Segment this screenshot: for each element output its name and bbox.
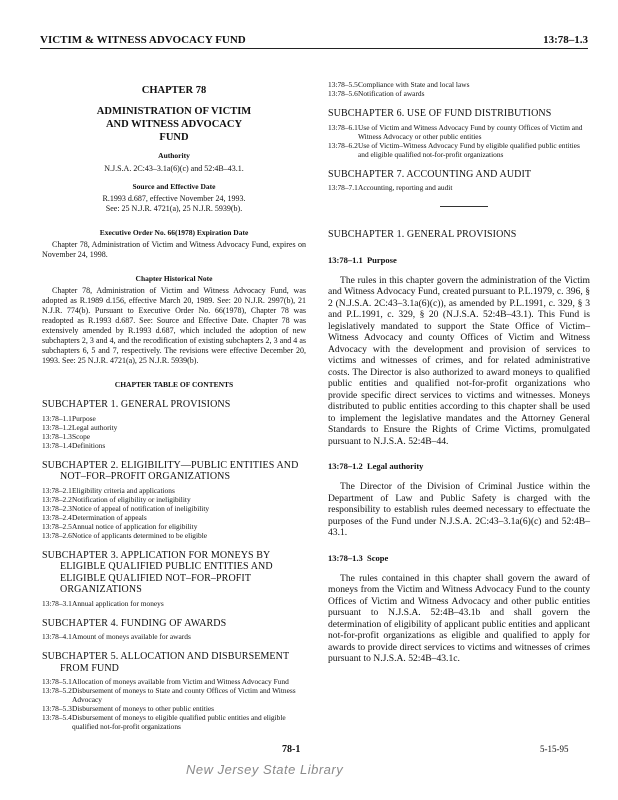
section-1-2-title: Legal authority	[366, 461, 424, 471]
toc-entry-number: 13:78–2.1	[42, 485, 72, 495]
toc-subchapter-2: SUBCHAPTER 2. ELIGIBILITY—PUBLIC ENTITIES AND NOT–FOR–PROFIT ORGANIZATIONS	[42, 459, 299, 482]
revision-date: 5-15-95	[540, 744, 569, 754]
toc-subchapter-5: SUBCHAPTER 5. ALLOCATION AND DISBURSEMENT FROM FUND	[42, 651, 289, 674]
toc-entry	[42, 686, 306, 704]
toc-entry	[42, 495, 306, 504]
toc-entry-title: Notice of appeal of notification of ineligibility	[72, 503, 210, 513]
toc-entry-title: Annual notice of application for eligibility	[72, 521, 198, 531]
toc-entry	[328, 80, 590, 89]
toc-entry-number: 13:78–2.2	[42, 494, 72, 504]
toc-entry-title: Scope	[72, 431, 91, 441]
toc-entry-title: Disbursement of moneys to other public entities	[72, 704, 215, 713]
header-title: VICTIM & WITNESS ADVOCACY FUND	[40, 34, 246, 46]
toc-entry-title: Annual application for moneys	[72, 598, 164, 608]
page-number: 78-1	[282, 744, 301, 755]
executive-order-heading: Executive Order No. 66(1978) Expiration Date	[99, 228, 249, 237]
toc-entry	[328, 141, 590, 159]
section-1-3-title: Scope	[366, 552, 389, 563]
toc-entry-number: 13:78–5.5	[328, 80, 358, 89]
toc-entry-title: Compliance with State and local laws	[358, 80, 470, 89]
section-1-3-heading	[328, 553, 590, 563]
toc-entry-title: Notification of awards	[358, 89, 425, 98]
toc-entry-number: 13:78–3.1	[42, 598, 72, 608]
toc-entry-title: Notice of applicants determined to be eligible	[72, 530, 208, 540]
toc-list-sc5-cont	[328, 80, 590, 98]
toc-entry-title: Amount of moneys available for awards	[72, 632, 191, 641]
toc-entry-number: 13:78–2.6	[42, 530, 72, 540]
toc-entry-number: 13:78–2.3	[42, 503, 72, 513]
toc-entry	[42, 531, 306, 540]
toc-entry	[328, 89, 590, 98]
section-1-2-heading	[328, 461, 590, 471]
section-1-2-number: 13:78–1.2	[328, 461, 363, 471]
executive-order-text: Chapter 78, Administration of Victim and Witness Advocacy Fund, expires on November 24, 1998.	[42, 240, 306, 259]
toc-entry-title: Accounting, reporting and audit	[358, 183, 453, 192]
library-watermark: New Jersey State Library	[186, 762, 344, 777]
toc-entry	[42, 677, 306, 686]
toc-entry-title: Eligibility criteria and applications	[72, 485, 175, 495]
authority-heading: Authority	[158, 151, 190, 160]
toc-entry	[42, 522, 306, 531]
historical-note-text: Chapter 78, Administration of Victim and Witness Advocacy Fund, was adopted as R.1989 d.156, effective March 20, 1989. See: 20 N.J.R. 2997(b), 21 N.J.R. 774(b). Pursuant to Executive Order No. 66(1978), Chapter 78 was readopted as R.1993 d.687. See: Source and Effective Date. Chapter 78 was extensively amended by R.1993 d.687, which included the adoption of new subchapters 2, 3 and 4, and the recodification of existing subchapters 2, 3 and 4 as subchapters 6, 5 and 7, respectively. The revisions were effective December 20, 1993. See: 25 N.J.R. 4721(a), 25 N.J.R. 5939(b).	[42, 286, 306, 365]
toc-entry-title: Determination of appeals	[72, 512, 147, 522]
chapter-number: CHAPTER 78	[141, 85, 207, 96]
section-1-3-number: 13:78–1.3	[328, 552, 363, 563]
toc-entry	[42, 599, 306, 608]
toc-entry-number: 13:78–2.4	[42, 512, 72, 522]
toc-entry-number: 13:78–1.3	[42, 431, 72, 441]
toc-entry-number: 13:78–1.4	[42, 440, 72, 450]
toc-subchapter-3: SUBCHAPTER 3. APPLICATION FOR MONEYS BY ELIGIBLE QUALIFIED PUBLIC ENTITIES AND ELIGIBLE QUALIFIED NOT–FOR–PROFIT ORGANIZATIONS	[42, 549, 273, 595]
toc-entry-number: 13:78–2.5	[42, 521, 72, 531]
toc-entry	[42, 414, 306, 423]
source-line-1: R.1993 d.687, effective November 24, 1993.	[102, 194, 246, 203]
authority-text: N.J.S.A. 2C:43–3.1a(6)(c) and 52:4B–43.1.	[104, 164, 244, 173]
toc-entry-title: Definitions	[72, 440, 106, 450]
toc-entry-title: Use of Victim–Witness Advocacy Fund by eligible qualified public entities and eligible qualified not-for-profit organizations	[358, 140, 580, 159]
toc-list-sc3	[42, 599, 306, 608]
toc-subchapter-7: SUBCHAPTER 7. ACCOUNTING AND AUDIT	[328, 168, 532, 180]
toc-entry-title: Purpose	[72, 413, 96, 423]
toc-list-sc2	[42, 486, 306, 540]
toc-subchapter-4: SUBCHAPTER 4. FUNDING OF AWARDS	[42, 617, 227, 629]
toc-entry-title: Notification of eligibility or ineligibility	[72, 494, 191, 504]
toc-entry	[42, 486, 306, 495]
toc-list-sc4	[42, 632, 306, 641]
toc-heading: CHAPTER TABLE OF CONTENTS	[114, 380, 234, 389]
subchapter-1-heading: SUBCHAPTER 1. GENERAL PROVISIONS	[328, 229, 517, 240]
toc-entry-number: 13:78–6.2	[328, 140, 358, 150]
toc-entry	[42, 441, 306, 450]
toc-entry-number: 13:78–5.1	[42, 677, 72, 686]
toc-entry-number: 13:78–5.3	[42, 704, 72, 713]
toc-entry-number: 13:78–5.4	[42, 713, 72, 722]
toc-entry-number: 13:78–1.2	[42, 422, 72, 432]
toc-entry	[328, 123, 590, 141]
toc-entry	[42, 504, 306, 513]
toc-entry-title: Allocation of moneys available from Victim and Witness Advocacy Fund	[72, 677, 289, 686]
toc-entry	[42, 513, 306, 522]
section-1-1-number: 13:78–1.1	[328, 254, 363, 265]
toc-entry-number: 13:78–1.1	[42, 413, 72, 423]
source-line-2: See: 25 N.J.R. 4721(a), 25 N.J.R. 5939(b).	[105, 204, 243, 213]
left-column	[42, 58, 306, 731]
section-1-2-body: The Director of the Division of Criminal Justice within the Department of Law and Public Safety is charged with the responsibility to establish rules deemed necessary to effectuate the purposes of the Fund under N.J.S.A. 2C:43–3.1a(6)(c) and 52:4B–43.1.	[328, 481, 590, 538]
toc-entry	[328, 183, 590, 192]
toc-entry	[42, 632, 306, 641]
toc-entry-number: 13:78–4.1	[42, 632, 72, 641]
toc-entry-title: Use of Victim and Witness Advocacy Fund by county Offices of Victim and Witness Advocacy or other public entities	[358, 122, 583, 141]
toc-entry	[42, 432, 306, 441]
toc-entry-title: Disbursement of moneys to eligible qualified public entities and eligible qualified not-for-profit organizations	[72, 713, 286, 731]
toc-entry-title: Disbursement of moneys to State and county Offices of Victim and Witness Advocacy	[72, 686, 296, 704]
toc-entry-number: 13:78–7.1	[328, 183, 358, 192]
toc-entry-number: 13:78–5.2	[42, 686, 72, 695]
section-1-1-body: The rules in this chapter govern the administration of the Victim and Witness Advocacy Fund, created pursuant to P.L.1979, c. 396, § 2 (N.J.S.A. 2C:43–3.1a(6)(c)), as amended by P.L.1991, c. 329, § 3 and P.L.1991, c. 329, § 20 (N.J.S.A. 52:4B–43.1). This Fund is legislatively mandated to support the State Office of Victim–Witness Advocacy and county Offices of Victim and Witness Advocacy with the development and provision of services to victims and witnesses of crimes, and for related administrative costs. The Director is also authorized to award moneys to qualified public entities and qualified not-for-profit organizations who provide specific direct services to victims and witnesses. Moneys distributed to public entities according to this chapter shall be used to implement the legislative mandates and the Attorney General Standards to Ensure the Rights of Crime Victims, promulgated pursuant to N.J.S.A. 52:4B–44.	[328, 274, 590, 447]
toc-entry-number: 13:78–5.6	[328, 89, 358, 98]
chapter-title: ADMINISTRATION OF VICTIM AND WITNESS ADVOCACY FUND	[96, 106, 252, 143]
toc-entry	[42, 423, 306, 432]
historical-note-heading: Chapter Historical Note	[135, 274, 213, 283]
toc-list-sc6	[328, 123, 590, 159]
header-section-number: 13:78–1.3	[543, 34, 588, 46]
section-1-1-title: Purpose	[366, 254, 397, 265]
toc-entry-title: Legal authority	[72, 422, 118, 432]
toc-list-sc7	[328, 183, 590, 192]
toc-list-sc5	[42, 677, 306, 731]
running-header	[40, 34, 588, 49]
source-heading: Source and Effective Date	[132, 182, 216, 191]
toc-entry-number: 13:78–6.1	[328, 122, 358, 132]
section-1-3-body: The rules contained in this chapter shall govern the award of moneys from the Victim and Witness Advocacy Fund to the county Offices of Victim and Witness Advocacy and other public entities pursuant to N.J.S.A. 52:4B–43.1b and shall govern the determination of eligibility of applicant public entities and applicant not-for-profit organizations as eligible and qualified to apply for awards to provide direct services to victims and witnesses of crimes pursuant to N.J.S.A. 52:4B–43.1c.	[328, 572, 590, 664]
toc-subchapter-6: SUBCHAPTER 6. USE OF FUND DISTRIBUTIONS	[328, 108, 552, 119]
toc-entry	[42, 713, 306, 731]
toc-subchapter-1: SUBCHAPTER 1. GENERAL PROVISIONS	[42, 399, 231, 410]
toc-entry	[42, 704, 306, 713]
right-column	[328, 58, 590, 665]
section-1-1-heading	[328, 255, 590, 265]
toc-list-sc1	[42, 414, 306, 450]
